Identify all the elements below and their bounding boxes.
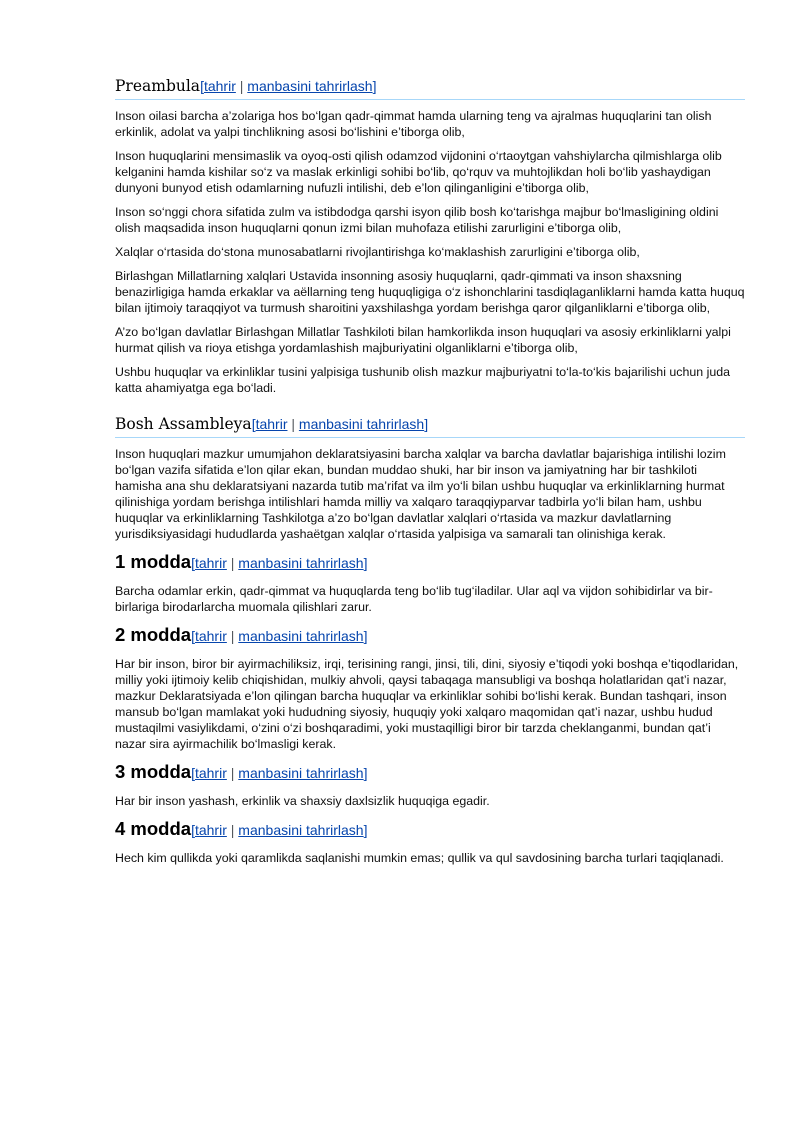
- article-heading-3: [115, 760, 745, 785]
- edit-links: [tahrir | manbasini tahrirlash]: [200, 78, 377, 94]
- edit-links: [tahrir | manbasini tahrirlash]: [191, 822, 368, 838]
- heading-text: 4 modda: [115, 818, 192, 839]
- section-heading-preamble: [115, 76, 745, 100]
- edit-link[interactable]: tahrir: [255, 416, 288, 432]
- paragraph: Hech kim qullikda yoki qaramlikda saqlanishi mumkin emas; qullik va qul savdosining barcha turlari taqiqlanadi.: [115, 851, 724, 865]
- edit-source-link[interactable]: manbasini tahrirlash: [238, 555, 364, 571]
- heading-text: 3 modda: [115, 761, 192, 782]
- paragraph: Birlashgan Millatlarning xalqlari Ustavida insonning asosiy huquqlarni, qadr-qimmati va inson shaxsning benazirligiga hamda erkaklar va aёllarning teng huquqligiga o‘z ishonchlarini tasdiqlaganliklarni hamda katta huquq bilan ijtimoiy taraqqiyot va turmush sharoitini yaxshilashga yordam berishga qaror qilganliklarni e’tiborga olib,: [115, 269, 745, 315]
- heading-text: 1 modda: [115, 551, 192, 572]
- paragraph: Inson huquqlarini mensimaslik va oyoq-osti qilish odamzod vijdonini o‘rtaoytgan vahshiylarcha qilmishlarga olib kelganini hamda kishilar so‘z va maslak erkinligi sohibi bo‘lib, qo‘rquv va muhtojlikdan holi bo‘lib yashaydigan dunyoni bunyod etish odamlarning nufuzli intilishi, deb e’lon qilinganligini e’tiborga olib,: [115, 149, 722, 195]
- paragraph: Inson oilasi barcha a’zolariga hos bo‘lgan qadr-qimmat hamda ularning teng va ajralmas huquqlarini tan olish erkinlik, adolat va yalpi tinchlikning asosi bo‘lishini e’tiborga olib,: [115, 109, 712, 139]
- edit-source-link[interactable]: manbasini tahrirlash: [238, 628, 364, 644]
- paragraph: A’zo bo‘lgan davlatlar Birlashgan Millatlar Tashkiloti bilan hamkorlikda inson huquqlari va asosiy erkinliklarni yalpi hurmat qilish va rioya etishga yordamlashish majburiyatini olganliklarni e’tiborga olib,: [115, 325, 731, 355]
- edit-source-link[interactable]: manbasini tahrirlash: [298, 416, 425, 432]
- edit-links: [tahrir | manbasini tahrirlash]: [251, 416, 429, 432]
- heading-text: 2 modda: [115, 624, 192, 645]
- edit-links: [tahrir | manbasini tahrirlash]: [191, 765, 368, 781]
- article-heading-2: [115, 623, 745, 648]
- section-heading-assembly: [115, 414, 745, 438]
- paragraph: Inson so‘nggi chora sifatida zulm va istibdodga qarshi isyon qilib bosh ko‘tarishga majbur bo‘lmasligining oldini olish maqsadida inson huquqlarni qonun izmi bilan muhofaza etilishi zarurligini e’tiborga olib,: [115, 205, 719, 235]
- edit-links: [tahrir | manbasini tahrirlash]: [191, 555, 368, 571]
- edit-source-link[interactable]: manbasini tahrirlash: [238, 765, 364, 781]
- paragraph: Xalqlar o‘rtasida do‘stona munosabatlarni rivojlantirishga ko‘maklashish zarurligini e’tiborga olib,: [115, 245, 640, 259]
- paragraph: Barcha odamlar erkin, qadr-qimmat va huquqlarda teng bo‘lib tug‘iladilar. Ular aql va vijdon sohibidirlar va bir-birlariga birodarlarcha muomala qilishlari zarur.: [115, 584, 713, 614]
- heading-text: Preambula: [115, 77, 201, 95]
- edit-link[interactable]: tahrir: [194, 628, 227, 644]
- paragraph: Har bir inson, biror bir ayirmachiliksiz, irqi, terisining rangi, jinsi, tili, dini, siyosiy e’tiqodi yoki boshqa e’tiqodlaridan, milliy yoki ijtimoiy kelib chiqishidan, mulkiy ahvoli, qaysi tabaqaga mansubligi va boshqa holatlaridan qat’i nazar, mazkur Deklaratsiyada e’lon qilingan barcha huquqlar va erkinliklar sohibi bo‘lishi kerak. Bundan tashqari, inson mansub bo‘lgan mamlakat yoki hududning siyosiy, huquqiy yoki xalqaro maqomidan qat’i nazar, ushbu hudud mustaqilmi vasiylikdami, o‘zini o‘zi boshqaradimi, yoki mustaqilligi biror bir tarzda cheklanganmi, bundan qat’i nazar sira ayirmachilik bo‘lmasligi kerak.: [115, 657, 739, 751]
- edit-link[interactable]: tahrir: [203, 78, 236, 94]
- article-heading-4: [115, 817, 745, 842]
- paragraph: Har bir inson yashash, erkinlik va shaxsiy daxlsizlik huquqiga egadir.: [115, 794, 490, 808]
- edit-source-link[interactable]: manbasini tahrirlash: [247, 78, 373, 94]
- edit-source-link[interactable]: manbasini tahrirlash: [238, 822, 364, 838]
- article-content: [115, 0, 745, 874]
- edit-links: [tahrir | manbasini tahrirlash]: [191, 628, 368, 644]
- edit-link[interactable]: tahrir: [194, 822, 227, 838]
- edit-link[interactable]: tahrir: [194, 765, 227, 781]
- paragraph: Inson huquqlari mazkur umumjahon deklaratsiyasini barcha xalqlar va barcha davlatlar bajarishiga intilishi lozim bo‘lgan vazifa sifatida e’lon qilar ekan, bundan muddao shuki, har bir inson va jamiyatning har bir tashkiloti hamisha ana shu deklaratsiyani nazarda tutib ma’rifat va ilm yo‘li bilan ushbu huquqlar va erkinliklarning hurmat qilinishiga yordam berishga intilishlari hamda milliy va xalqaro taraqqiyparvar tadbirla yo‘li bilan ham, ushbu huquqlar va erkinliklarning Tashkilotga a’zo bo‘lgan davlatlar xalqlari o‘rtasida va mazkur davlatlarning yurisdiksiyasidagi hududlarda yashaёtgan xalqlar o‘rtasida yalpisiga va samarali tan olinishiga kerak.: [115, 447, 726, 541]
- heading-text: Bosh Assambleya: [115, 415, 252, 433]
- paragraph: Ushbu huquqlar va erkinliklar tusini yalpisiga tushunib olish mazkur majburiyatni to‘la-to‘kis bajarilishi uchun juda katta ahamiyatga ega bo‘ladi.: [115, 365, 731, 395]
- edit-link[interactable]: tahrir: [194, 555, 227, 571]
- article-heading-1: [115, 550, 745, 575]
